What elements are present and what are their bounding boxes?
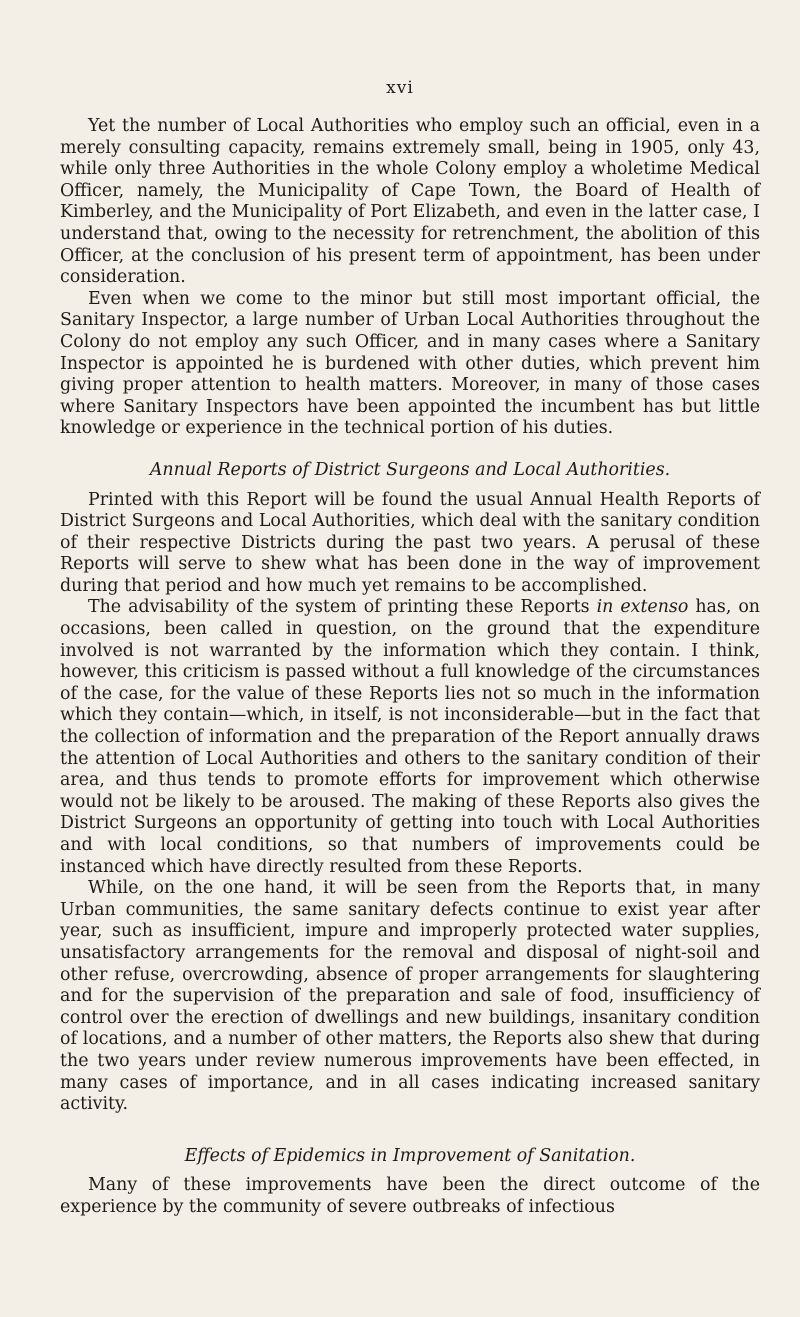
paragraph: Printed with this Report will be found the usual Annual Health Reports of District Surgeons and Local Authorities, which deal with the sanitary condition of their respective Districts during the past two years. A perusal of these Reports will serve to shew what has been done in the way of improvement during that period and how much yet remains to be accomplished. (60, 489, 760, 596)
paragraph-text: The advisability of the system of printing these Reports (88, 597, 597, 618)
paragraph: Many of these improvements have been the direct outcome of the experience by the community of severe outbreaks of infectious (60, 1175, 760, 1217)
paragraph (60, 597, 760, 878)
section-heading: Annual Reports of District Surgeons and Local Authorities. (149, 459, 671, 480)
italic-phrase: in extenso (596, 597, 689, 618)
page-number: xvi (386, 78, 414, 98)
section-heading: Effects of Epidemics in Improvement of Sanitation. (184, 1145, 636, 1166)
document-body (60, 116, 760, 1219)
paragraph: Even when we come to the minor but still most important official, the Sanitary Inspector, a large number of Urban Local Authorities throughout the Colony do not employ any such Officer, and in many cases where a Sanitary Inspector is appointed he is burdened with other duties, which prevent him giving proper attention to health matters. Moreover, in many of those cases where Sanitary Inspectors have been appointed the incumbent has but little knowledge or experience in the technical portion of his duties. (60, 288, 760, 439)
paragraph: Yet the number of Local Authorities who employ such an official, even in a merely consulting capacity, remains extremely small, being in 1905, only 43, while only three Authorities in the whole Colony employ a wholetime Medical Officer, namely, the Municipality of Cape Town, the Board of Health of Kimberley, and the Municipality of Port Elizabeth, and even in the latter case, I understand that, owing to the necessity for retrenchment, the abolition of this Officer, at the conclusion of his present term of appointment, has been under consideration. (60, 116, 760, 288)
paragraph-text: has, on occasions, been called in question, on the ground that the expenditure involved is not warranted by the information which they contain. I think, however, this criticism is passed without a full knowledge of the circumstances of the case, for the value of these Reports lies not so much in the information which they contain—which, in itself, is not inconsiderable—but in the fact that the collection of information and the preparation of the Report annually draws the attention of Local Authorities and others to the sanitary condition of their area, and thus tends to promote efforts for improvement which otherwise would not be likely to be aroused. The making of these Reports also gives the District Surgeons an opportunity of getting into touch with Local Authorities and with local conditions, so that numbers of improvements could be instanced which have directly resulted from these Reports. (60, 597, 761, 877)
paragraph: While, on the one hand, it will be seen from the Reports that, in many Urban communities, the same sanitary defects continue to exist year after year, such as insufficient, impure and improperly protected water supplies, unsatisfactory arrangements for the removal and disposal of night-soil and other refuse, overcrowding, absence of proper arrangements for slaughtering and for the supervision of the preparation and sale of food, insufficiency of control over the erection of dwellings and new buildings, insanitary condition of locations, and a number of other matters, the Reports also shew that during the two years under review numerous improvements have been effected, in many cases of importance, and in all cases indicating increased sanitary activity. (60, 878, 760, 1115)
